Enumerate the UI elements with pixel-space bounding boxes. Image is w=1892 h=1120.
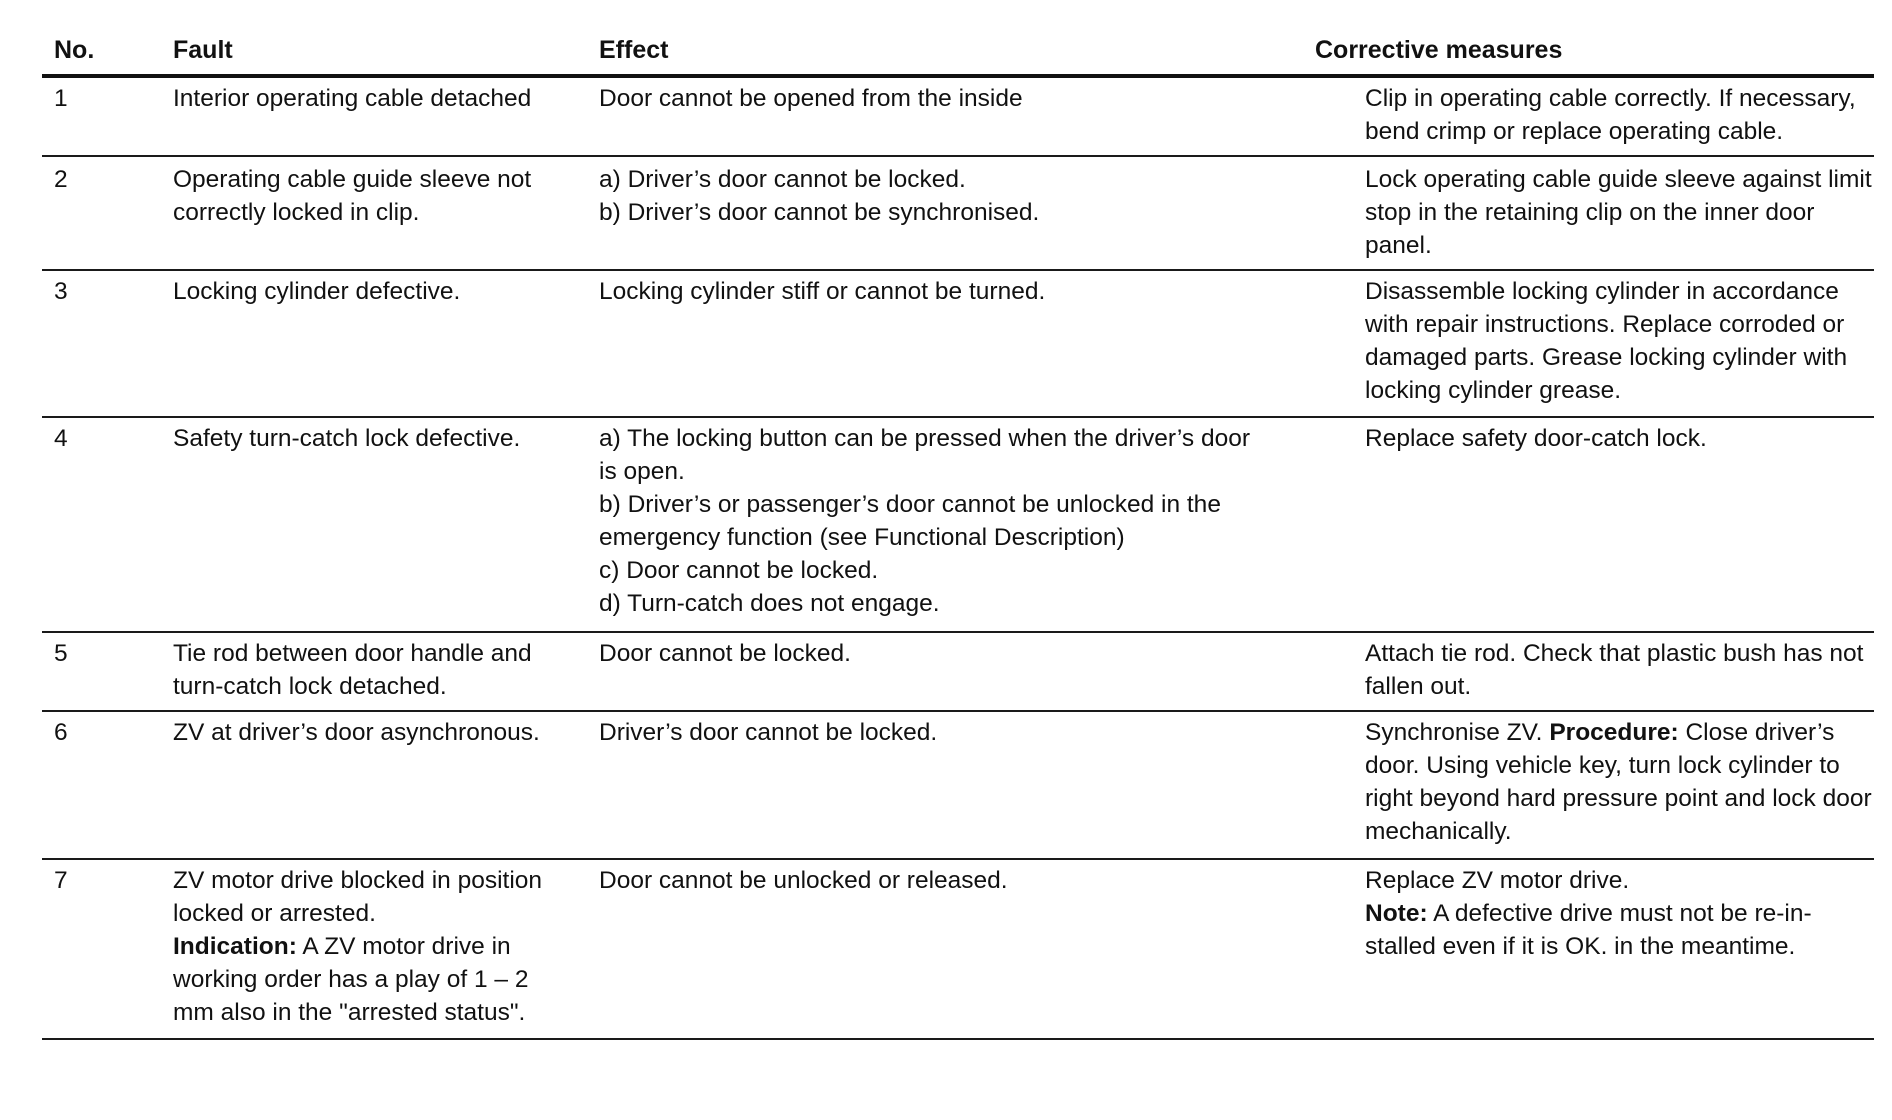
table-row [42,860,1874,1040]
row-number: 6 [54,719,68,746]
row-number: 7 [54,867,68,894]
table-row [42,712,1874,860]
effect-cell: a) Driver’s door cannot be locked. b) Driver’s door cannot be synchronised. [599,166,1040,226]
corrective-cell: Disassemble locking cylinder in accordance with repair instructions. Replace corroded or damaged parts. Grease locking cylinder with locking cylinder grease. [1365,278,1848,404]
effect-cell: Door cannot be unlocked or released. [599,867,1008,894]
fault-cell [173,864,593,1029]
header-fault: Fault [173,36,233,64]
corrective-cell: Attach tie rod. Check that plastic bush has not fallen out. [1365,640,1864,700]
corrective-text: Close driver’s door. Using vehicle key, turn lock cylinder to right beyond hard pressure point and lock door mechanically. [1365,719,1872,845]
table-row [42,271,1874,418]
row-number: 1 [54,85,68,112]
header-corrective: Corrective measures [1315,36,1563,64]
corrective-text: Synchronise ZV. [1365,719,1550,746]
corrective-cell [1365,716,1892,848]
table-header-row [42,30,1874,78]
fault-text: ZV motor drive blocked in position locked or arrested. [173,867,543,927]
effect-cell: a) The locking button can be pressed when the driver’s door is open. b) Driver’s or passenger’s door cannot be unlocked in the emergency function (see Functional Description) c) Door cannot be locked. d) Turn-catch does not engage. [599,425,1251,617]
corrective-cell [1365,864,1892,963]
row-number: 4 [54,425,68,452]
note-label: Note: [1365,900,1428,927]
header-no: No. [54,36,95,64]
fault-cell: ZV at driver’s door asynchronous. [173,719,540,746]
effect-cell: Door cannot be locked. [599,640,851,667]
fault-note: A ZV motor drive in working order has a play of 1 – 2 mm also in the "arrested status". [173,933,529,1026]
fault-cell: Tie rod between door handle and turn-catch lock detached. [173,640,532,700]
indication-label: Indication: [173,933,297,960]
header-effect: Effect [599,36,669,64]
row-number: 2 [54,166,68,193]
corrective-cell: Lock operating cable guide sleeve against limit stop in the retaining clip on the inner door panel. [1365,166,1872,259]
corrective-cell: Clip in operating cable correctly. If necessary, bend crimp or replace operating cable. [1365,85,1856,145]
effect-cell: Locking cylinder stiff or cannot be turned. [599,278,1046,305]
table-row [42,157,1874,271]
fault-cell: Safety turn-catch lock defective. [173,425,521,452]
table-row [42,78,1874,157]
fault-cell: Operating cable guide sleeve not correctly locked in clip. [173,166,532,226]
corrective-cell: Replace safety door-catch lock. [1365,425,1707,452]
fault-cell: Interior operating cable detached [173,85,532,112]
table-row [42,633,1874,712]
effect-cell: Door cannot be opened from the inside [599,85,1023,112]
row-number: 5 [54,640,68,667]
procedure-label: Procedure: [1549,719,1679,746]
corrective-note: A defective drive must not be re-in- stalled even if it is OK. in the meantime. [1365,900,1812,960]
fault-table [42,30,1874,1040]
effect-cell: Driver’s door cannot be locked. [599,719,938,746]
table-row [42,418,1874,633]
corrective-text: Replace ZV motor drive. [1365,867,1630,894]
row-number: 3 [54,278,68,305]
fault-cell: Locking cylinder defective. [173,278,461,305]
